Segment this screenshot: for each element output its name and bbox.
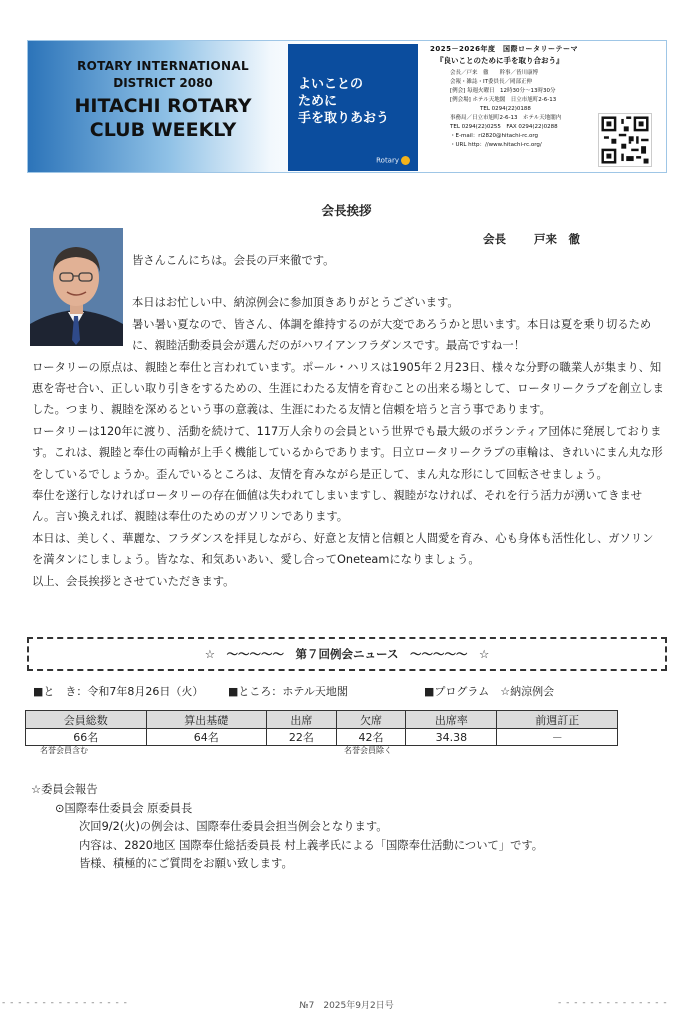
attendance-note-left: 名誉会員含む [40,746,88,755]
greeting-paragraph: 本日は、美しく、華麗な、フラダンスを拝見しながら、好意と友情と信頼と人間愛を育み、心も身体も活性化し、ガソリンを満タンにしましょう。皆なな、和気あいあい、愛し合ってOneteamになりましょう。 [32,531,654,567]
greeting-paragraph: ロータリーは120年に渡り、活動を続けて、117万人余りの会員という世界でも最大級のボランティア団体に発展しております。これは、親睦と奉仕の両輪が上手く機能しているからであります。日立ロータリークラブの車輪は、きれいにまん丸な形をしているでしょうか。歪んでいるところは、友情を育みながら是正して、まん丸な形にして回転させましょう。 [32,424,663,481]
meeting-news-box [27,637,667,671]
table-header: 出席 [267,711,337,729]
greeting-paragraph: 暑い暑い夏なので、皆さん、体調を維持するのが大変であろうかと思います。本日は夏を乗り切るために、親睦活動委員会が選んだのがハワイアンフラダンスです。最高ですね一！ [132,317,652,353]
info-line: TEL 0294(22)0255 FAX 0294(22)0288 [450,124,558,130]
committee-line: 次回9/2(火)の例会は、国際奉仕委員会担当例会となります。 [79,820,388,833]
greeting-paragraph: 以上、会長挨拶とさせていただきます。 [32,574,235,588]
club-line-1: ROTARY INTERNATIONAL [77,59,249,73]
table-header-row [26,711,618,729]
table-cell: 42名 [336,729,406,746]
theme-line: ために [298,94,338,109]
president-name: 戸来 徹 [534,232,580,246]
greeting-body [32,250,664,592]
table-header: 欠席 [336,711,406,729]
attendance-table [25,710,618,746]
greeting-paragraph: ロータリーの原点は、親睦と奉仕と言われています。ポール・ハリスは1905年２月23日、様々な分野の職業人が集まり、知恵を寄せ合い、正しい取り引きをするための、生涯にわたる友情を育むことの出来る場として、ロータリークラブを創立しました。つまり、親睦を深めるという事の意義は、生涯にわたる友情と信頼を培うと言う事であります。 [32,360,664,417]
theme-slogan [298,76,389,127]
table-header: 会員総数 [26,711,147,729]
committee-line: 内容は、2820地区 国際奉仕総括委員長 村上義孝氏による「国際奉仕活動について」です。 [79,838,544,852]
greeting-paragraph: 皆さんこんにちは。会長の戸来徹です。 [132,254,335,267]
committee-heading: ☆委員会報告 [31,783,98,796]
theme-line: よいことの [298,77,364,92]
greeting-paragraph: 本日はお忙しい中、納涼例会に参加頂きありがとうございます。 [132,296,459,310]
table-header: 出席率 [406,711,497,729]
info-line: 会報・雑誌・IT委員長／岡部正伸 [450,79,532,85]
club-line-4: CLUB WEEKLY [89,119,237,141]
club-line-3: HITACHI ROTARY [74,95,252,117]
table-cell: － [497,729,618,746]
club-line-2: DISTRICT 2080 [113,76,213,90]
qr-code[interactable] [598,113,652,167]
table-cell: 64名 [146,729,267,746]
meeting-date: ■と き：令和7年8月26日（火） [33,685,204,698]
footer-issue: №7 2025年9月2日号 [299,1001,394,1011]
table-cell: 22名 [267,729,337,746]
header-banner [27,40,667,173]
table-header: 前週訂正 [497,711,618,729]
committee-item: ⊙国際奉仕委員会 原委員長 [55,801,193,815]
theme-box [288,44,418,171]
table-row [26,729,618,746]
president-line [483,231,580,247]
footer-divider-right: - - - - - - - - - - - - - - [558,998,668,1008]
footer-divider-left: - - - - - - - - - - - - - - - - [2,998,128,1008]
motto: 『良いことのために手を取り合おう』 [436,56,564,65]
meeting-place: ■ところ：ホテル天地閣 [228,685,348,698]
rotary-wheel-icon [401,156,410,165]
meeting-news-title: ☆ ～～～～～ 第７回例会ニュース ～～～～～ ☆ [204,647,490,661]
info-line: 事務局／日立市旭町2-6-13 ホテル天地閣内 [450,115,562,121]
table-cell: 34.38 [406,729,497,746]
rotary-logo [376,156,410,165]
meeting-program: ■プログラム ☆納涼例会 [424,685,555,698]
committee-line: 皆様、積極的にご質問をお願い致します。 [79,857,293,870]
president-role: 会長 [483,232,506,246]
club-name [38,59,288,141]
qr-code-icon [599,114,651,166]
greeting-paragraph: 奉仕を遂行しなければロータリーの存在価値は失われてしまいますし、親睦がなければ、それを行う活力が湧いてきません。言い換えれば、親睦は奉仕のためのガソリンであります。 [32,489,643,524]
committee-report [31,781,543,874]
info-line: TEL 0294(22)0188 [480,106,531,112]
year-theme-label: 2025－2026年度 国際ロータリーテーマ [430,45,578,53]
info-line: ・E-mail：ri2820@hitachi-rc.org [450,133,539,139]
info-line: [例会場] ホテル天地閣 日立市旭町2-6-13 [450,97,557,103]
info-line: ・URL http：//www.hitachi-rc.org/ [450,142,542,148]
info-line: 会長／戸来 徹 幹事／皆川康博 [450,70,539,76]
theme-line: 手を取りあおう [298,111,390,126]
attendance-note-right: 名誉会員除く [344,746,392,755]
info-line: [例会] 毎週火曜日 12時30分～13時30分 [450,88,556,94]
greeting-title: 会長挨拶 [321,203,372,218]
table-header: 算出基礎 [146,711,267,729]
rotary-logo-text: Rotary [376,156,399,165]
table-cell: 66名 [26,729,147,746]
